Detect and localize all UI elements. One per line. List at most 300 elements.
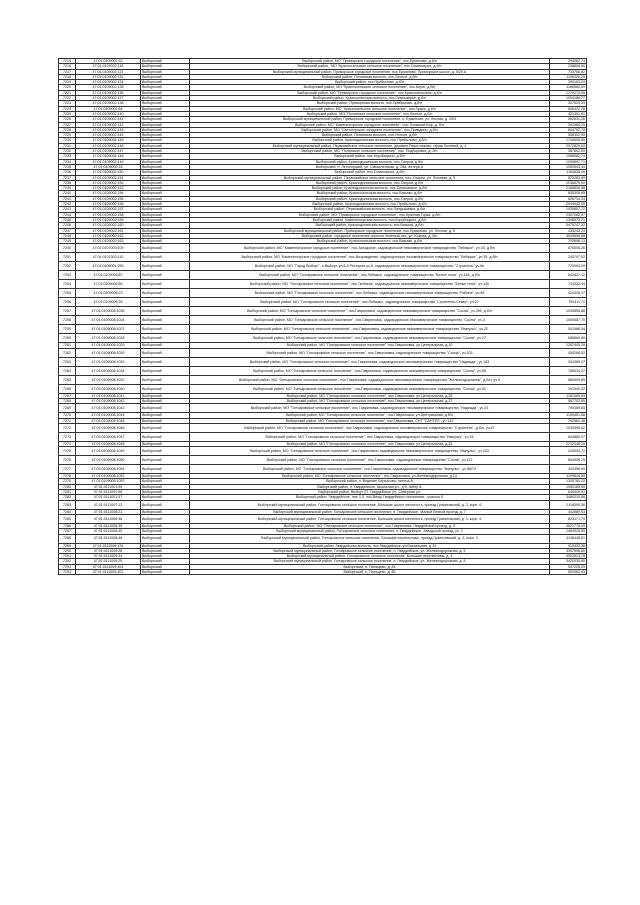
address: Выборгский район , МО "Красносельское сельское поселение", пос.Семиозерье, д.б/н [190, 64, 550, 69]
row-number: 7239 [59, 186, 76, 191]
cadastral-number: 47:01:0109008:1048 [76, 441, 141, 446]
cadastral-number: 47:01:0111009:404 [76, 564, 141, 569]
address: Выборгский район, МО "Гончаровское сельское поселение", пос.Гавриловка, садоводческое товарищество "Сосна", уч.112 [190, 456, 550, 465]
address: Выборгский район, МО "Гончаровское сельское поселение", пос.Гавриловка, садоводческое некоммерческое товарищество "Строитель", д.б/н, уч.67 [190, 423, 550, 432]
cadastral-value: 547225,29 [550, 564, 587, 569]
cadastral-value: 3420035,80 [550, 559, 587, 564]
cadastral-number: 47:01:0109002:140 [76, 111, 141, 116]
address: Выборгский район, Гвардейская волость, пос.Гвардейское, ул.Вокзальная, д.34 [190, 543, 550, 548]
cadastral-number: 47:01:0109002:144 [76, 133, 141, 138]
district: Выборгский [141, 398, 190, 403]
district: Выборгский [141, 207, 190, 212]
address: Выборгский район, пос.Прибылово, д.б/н [190, 80, 550, 85]
address: Выборгский район, МО "Гончаровское сельское поселение", пос.Гавриловка, садоводческое некоммерческое товарищество "Сосна", уч.390, д.б/н [190, 307, 550, 316]
cadastral-value: 2116590,36 [550, 500, 587, 509]
row-number: 7251 [59, 253, 76, 262]
cadastral-value: 910422,36 [550, 543, 587, 548]
address: Выборгский муниципальный район, Гончаровское сельское поселение, п. Гвардейское, Малый Лесной проезд, д. 7 [190, 509, 550, 514]
cadastral-number: 47:01:0109008:1030 [76, 348, 141, 357]
cadastral-value: 435243,23 [550, 228, 587, 233]
address: Выборгский муниципальный район, Первомайское сельское поселение, деревня Решетниково, гараж Полевой, д. 4 [190, 143, 550, 148]
table-row [59, 334, 587, 343]
district: Выборгский [141, 375, 190, 384]
cadastral-number: 47:01:0111009:28 [76, 548, 141, 553]
row-number: 7246 [59, 223, 76, 228]
table-row [59, 271, 587, 280]
cadastral-number: 47:01:0109008:1046 [76, 423, 141, 432]
row-number: 7261 [59, 343, 76, 348]
cadastral-number: 47:01:0109002:53 [76, 59, 141, 64]
cadastral-number: 47:01:0109008:1035 [76, 307, 141, 316]
table-row [59, 366, 587, 375]
cadastral-number: 47:01:0111001:96 [76, 490, 141, 495]
cadastral-value: 3484310,88 [550, 495, 587, 500]
cadastral-value: 541988,54 [550, 325, 587, 334]
address: Выборгский район, Краснодолинская волость, пос.Вязьмы, д.б/н [190, 223, 550, 228]
table-row [59, 432, 587, 441]
cadastral-number: 47:01:0109002:121 [76, 69, 141, 74]
address: Выборгский район, МО "Гончаровское сельское поселение", пос.Гавриловка, ул.Центральная, д.35 [190, 393, 550, 398]
district: Выборгский [141, 154, 190, 159]
cadastral-value: 876508,26 [550, 244, 587, 253]
address: Выборгский муниципальный район, Гончаровское сельское поселение, Большие шоссе местность, проезд Гранитовский, д. 3, корп. 6 [190, 514, 550, 523]
address: Выборгский район, Полянская волость, пос.Лесное, д.б/н [190, 133, 550, 138]
district: Выборгский [141, 59, 190, 64]
row-number: 7231 [59, 143, 76, 148]
district: Выборгский [141, 316, 190, 325]
cadastral-number: 47:01:0111007:12 [76, 500, 141, 509]
cadastral-value: 2168826,88 [550, 186, 587, 191]
address: Выборгский район, Полянская волость, пос.Лесное, д.б/н [190, 74, 550, 79]
cadastral-value: 592631,26 [550, 117, 587, 122]
cadastral-number: 47:01:0109002:141 [76, 117, 141, 122]
cadastral-value: 1199844,55 [550, 474, 587, 479]
district: Выборгский [141, 423, 190, 432]
row-number: 7286 [59, 523, 76, 528]
cadastral-number: 47:01:0111008:40 [76, 529, 141, 534]
cadastral-value: 3307996,80 [550, 548, 587, 553]
cadastral-number: 47:01:0109002:142 [76, 122, 141, 127]
address: Выборгский муниципальный район, Первомайское сельское поселение, пос. Озерки, ул. Полевая, д. 5 [190, 175, 550, 180]
address: Выборгский муниципальный район, Гончаровское сельское поселение, п. Гвардейское, ул. Железнодорожная, д. 8 [190, 559, 550, 564]
row-number: 7279 [59, 479, 76, 484]
cadastral-number: 47:01:0109002:155 [76, 196, 141, 201]
address: Выборгский район, МО "Гончаровское сельское поселение", пос.Гавриловка, садоводческое некоммерческое товарищество "Надежда", уч.183 [190, 357, 550, 366]
row-number: 7272 [59, 423, 76, 432]
cadastral-value: 424345,17 [550, 289, 587, 298]
cadastral-number: 47:01:0109002:160 [76, 223, 141, 228]
cadastral-value: 604752,78 [550, 127, 587, 132]
district: Выборгский [141, 223, 190, 228]
district: Выборгский [141, 80, 190, 85]
cadastral-number: 47:01:0109002:151 [76, 175, 141, 180]
row-number: 7224 [59, 106, 76, 111]
table-row [59, 404, 587, 413]
district: Выборгский [141, 69, 190, 74]
table-row [59, 253, 587, 262]
cadastral-value: 1196320,29 [550, 74, 587, 79]
district: Выборгский [141, 191, 190, 196]
cadastral-number: 47:01:0109002:148 [76, 154, 141, 159]
district: Выборгский [141, 357, 190, 366]
cadastral-number: 47:01:0109008:1047 [76, 432, 141, 441]
cadastral-value: 692562,83 [550, 570, 587, 575]
table-row [59, 280, 587, 289]
table-row [59, 348, 587, 357]
cadastral-value: 415034,72 [550, 447, 587, 456]
cadastral-value: 245797,52 [550, 253, 587, 262]
address: Выборгский район, МО "Гончаровское сельское поселение", пос.Гавриловка, садоводческое товарищество "Импульс", уч.58/74 [190, 465, 550, 474]
address: Выборгский район, Краснодолинская волость, пос.Озерки, д.б/н [190, 180, 550, 185]
address: Выборгский муниципальный район, Гончаровское сельское поселение, Большие перспективы, проезд Гранитовский, д. 2, корп. 3 [190, 534, 550, 543]
district: Выборгский [141, 143, 190, 148]
district: Выборгский [141, 554, 190, 559]
district: Выборгский [141, 164, 190, 169]
row-number: 7267 [59, 393, 76, 398]
row-number: 7258 [59, 316, 76, 325]
cadastral-number: 47:01:0109002:132 [76, 74, 141, 79]
row-number: 7222 [59, 96, 76, 101]
address: Выборгский район, МО "Полянское сельское поселение", пос.Лесное, д.б/н [190, 111, 550, 116]
table-row [59, 500, 587, 509]
cadastral-number: 47:01:0109008:1032 [76, 357, 141, 366]
cadastral-value: 786934,27 [550, 366, 587, 375]
row-number: 7244 [59, 212, 76, 217]
district: Выборгский [141, 196, 190, 201]
cadastral-value: 575283,89 [550, 175, 587, 180]
table-row [59, 456, 587, 465]
row-number: 7256 [59, 298, 76, 307]
district: Выборгский [141, 307, 190, 316]
cadastral-value: 790389,83 [550, 404, 587, 413]
row-number: 7237 [59, 175, 76, 180]
cadastral-number: 47:01:0111001:95 [76, 484, 141, 489]
cadastral-number: 47:01:0108001:259 [76, 262, 141, 271]
district: Выборгский [141, 133, 190, 138]
cadastral-number: 47:01:0109002:145 [76, 138, 141, 143]
table-row [59, 534, 587, 543]
row-number: 7253 [59, 271, 76, 280]
district: Выборгский [141, 465, 190, 474]
row-number: 7219 [59, 80, 76, 85]
cadastral-number: 47:01:0109002:159 [76, 217, 141, 222]
row-number: 7282 [59, 495, 76, 500]
address: Выборгский район, Первомайская волость, пос.Ландышевка, д.б/н [190, 207, 550, 212]
row-number: 7292 [59, 559, 76, 564]
row-number: 7285 [59, 514, 76, 523]
cadastral-value: 720094,09 [550, 262, 587, 271]
cadastral-number: 47:01:0109002:153 [76, 186, 141, 191]
row-number: 7247 [59, 228, 76, 233]
district: Выборгский [141, 202, 190, 207]
cadastral-value: 792898,13 [550, 239, 587, 244]
table-row [59, 289, 587, 298]
address: Выборгский, п. Пальцево, д. 84 [190, 564, 550, 569]
row-number: 7226 [59, 117, 76, 122]
district: Выборгский [141, 366, 190, 375]
cadastral-number: 47:01:0109005:25 [76, 298, 141, 307]
row-number: 7249 [59, 239, 76, 244]
district: Выборгский [141, 298, 190, 307]
table-row [59, 298, 587, 307]
cadastral-value: 442889,53 [550, 509, 587, 514]
cadastral-number: 47:01:0109008:1044 [76, 413, 141, 418]
row-number: 7217 [59, 69, 76, 74]
row-number: 7294 [59, 570, 76, 575]
row-number: 7280 [59, 484, 76, 489]
cadastral-number: 47:01:0109008:1041 [76, 393, 141, 398]
table-row [59, 325, 587, 334]
district: Выборгский [141, 418, 190, 423]
row-number: 7235 [59, 164, 76, 169]
table-row [59, 307, 587, 316]
row-number: 7259 [59, 325, 76, 334]
district: Выборгский [141, 413, 190, 418]
cadastral-number: 47:01:0111009:24 [76, 554, 141, 559]
cadastral-value: 1305780,22 [550, 479, 587, 484]
district: Выборгский [141, 509, 190, 514]
address: Выборгский район, Выборг (П. Гвардейское (п), Северная ул. [190, 490, 550, 495]
cadastral-value: 4502813,78 [550, 554, 587, 559]
address: Выборгский муниципальный район, Приморское городское поселение, пос.Ермилово, ул. Лесная, д. 5 [190, 228, 550, 233]
address: Выборгский район, МО "Гончаровское сельское поселение", пос.Гавриловка, садоводческое некоммерческое товарищество "Импульс", уч.22 [190, 325, 550, 334]
cadastral-value: 1095897,71 [550, 159, 587, 164]
row-number: 7243 [59, 207, 76, 212]
cadastral-number: 47:01:0109008:1037 [76, 375, 141, 384]
cadastral-number: 47:01:0111008:176 [76, 543, 141, 548]
row-number: 7275 [59, 447, 76, 456]
row-number: 7227 [59, 122, 76, 127]
cadastral-number: 47:01:0111009:25 [76, 559, 141, 564]
cadastral-value: 1166560,59 [550, 85, 587, 90]
row-number: 7289 [59, 543, 76, 548]
row-number: 7269 [59, 404, 76, 413]
address: Выборгский район, пос.Семиозерье, д.б/н [190, 170, 550, 175]
address: Выборгский район, пос.Коробицыно, д.б/н [190, 154, 550, 159]
address: Выборгский муниципальный район, Приморское городское поселение, пос.Ермилово, Приморское шоссе, д. 9/29 А [190, 69, 550, 74]
district: Выборгский [141, 484, 190, 489]
cadastral-value: 885509,89 [550, 375, 587, 384]
address: Выборгский район, Краснодолинская волость, пос.Прибылово, д.б/н [190, 202, 550, 207]
cadastral-value: 1050185,59 [550, 484, 587, 489]
district: Выборгский [141, 500, 190, 509]
address: Выборгский, п. Лесогорский, ул. Смышленская, д. 28а, литера А [190, 164, 550, 169]
row-number: 7290 [59, 548, 76, 553]
cadastral-value: 391980,20 [550, 122, 587, 127]
district: Выборгский [141, 244, 190, 253]
cadastral-number: 47:01:0109008:1052 [76, 474, 141, 479]
row-number: 7233 [59, 154, 76, 159]
address: Выборгский район, МО "Гончаровское сельское поселение", пос.Гавриловка, ул.Центральная, д.10 [190, 343, 550, 348]
address: Выборгский район, Красносельская волость, пос.Вязьмы, д.б/н [190, 239, 550, 244]
address: Выборгский район, МО "Приморское городское поселение", пос.Красная Горка, д.б/н [190, 212, 550, 217]
address: Выборгский муниципальный район, Гончаровское сельское поселение, Большие шоссе местность, проезд Гранитовский, д. 3, корп. 6 [190, 500, 550, 509]
address: Выборгский район, МО "Каменногорское городское поселение", пос. Большой Бор, д. б/н [190, 122, 550, 127]
cadastral-value: 750411,72 [550, 298, 587, 307]
row-number: 7262 [59, 348, 76, 357]
property-table-body [59, 59, 587, 575]
cadastral-value: 1039895,88 [550, 307, 587, 316]
cadastral-value: 1036679,00 [550, 180, 587, 185]
district: Выборгский [141, 393, 190, 398]
address: Выборгский, п. Пальцево, д. 85 [190, 570, 550, 575]
address: Выборгский район, МО "Гончаровское сельское поселение", пос.Лебяжье, садоводческое товарищество "Белые ночи", уч.184, д.б/н [190, 271, 550, 280]
cadastral-number: 47:01:0109008:1045 [76, 418, 141, 423]
cadastral-value: 587702,85 [550, 398, 587, 403]
cadastral-number: 47:01:0109008:1024 [76, 316, 141, 325]
cadastral-value: 688869,89 [550, 334, 587, 343]
address: Выборгский район, МО "Гончаровское сельское поселение", пос.Гавриловка, садоводческое некоммерческое товарищество "Сосна", уч.27 [190, 334, 550, 343]
row-number: 7240 [59, 191, 76, 196]
district: Выборгский [141, 490, 190, 495]
address: Выборгский район, МО "Гончаровское сельское поселение", пос.Лебяжье, садоводческое некоммерческое товарищество "Белые ночи", уч.140 [190, 280, 550, 289]
cadastral-value: 2307082,97 [550, 212, 587, 217]
cadastral-number: 47:01:0109005:89 [76, 280, 141, 289]
address: Выборгский район, МО "Гончаровское сельское поселение", пос.Гавриловка, садоводческое некоммерческое товарищество "Сосна", уч.3 [190, 316, 550, 325]
district: Выборгский [141, 289, 190, 298]
row-number: 7287 [59, 529, 76, 534]
address: Выборгский район, МО "Гончаровское сельское поселение", пос.Гавриловка, ул.Центральная, д.33 [190, 441, 550, 446]
district: Выборгский [141, 122, 190, 127]
table-row [59, 514, 587, 523]
row-number: 7260 [59, 334, 76, 343]
district: Выборгский [141, 127, 190, 132]
address: Выборгский район, МО "Гончаровское сельское поселение", пос.Гавриловка, садоводческое товарищество "Сосна", уч.203 [190, 348, 550, 357]
district: Выборгский [141, 447, 190, 456]
district: Выборгский [141, 474, 190, 479]
row-number: 7277 [59, 465, 76, 474]
address: Выборгский район, МО "Гончаровское сельское поселение", пос.Гавриловка, садоводческое некоммерческое товарищество "Надежда", уч.24 [190, 404, 550, 413]
district: Выборгский [141, 96, 190, 101]
row-number: 7288 [59, 534, 76, 543]
district: Выборгский [141, 479, 190, 484]
cadastral-number: 47:01:0109002:154 [76, 191, 141, 196]
cadastral-number: 47:01:0111008:39 [76, 523, 141, 528]
row-number: 7221 [59, 90, 76, 95]
district: Выборгский [141, 456, 190, 465]
cadastral-value: 1068982,74 [550, 154, 587, 159]
address: Выборгский район, Краснодолинская волость, пос.Прибылово, д.б/н [190, 138, 550, 143]
district: Выборгский [141, 149, 190, 154]
cadastral-number: 47:01:0109008:1040 [76, 384, 141, 393]
cadastral-value: 4138445,61 [550, 534, 587, 543]
cadastral-number: 47:01:0109008:1050 [76, 456, 141, 465]
district: Выборгский [141, 271, 190, 280]
address: Выборгский район, Красносельская волость, пос.Вязьмы, д.б/н [190, 191, 550, 196]
address: Выборгский район, Краснодолинская волость, пос.Озерки, д.б/н [190, 196, 550, 201]
row-number: 7281 [59, 490, 76, 495]
cadastral-value: 1004188,77 [550, 96, 587, 101]
cadastral-value: 1716059,55 [550, 138, 587, 143]
cadastral-number: 47:01:0109008:1027 [76, 325, 141, 334]
cadastral-number: 47:01:0109008:1049 [76, 447, 141, 456]
cadastral-value: 733766,82 [550, 69, 587, 74]
cadastral-value: 3821778,09 [550, 523, 587, 528]
address: Выборгский район, МО "Приморское городское поселение", пос.Красносельское, д.б/н [190, 90, 550, 95]
row-number: 7252 [59, 262, 76, 271]
address: Выборгский район, МО "Каменногорское городское поселение", пос.Заходское, садоводческое некоммерческое товарищество "Лебяжье", уч.43, д.б/н [190, 244, 550, 253]
row-number: 7274 [59, 441, 76, 446]
row-number: 7218 [59, 74, 76, 79]
cadastral-number: 47:01:0109005:23 [76, 289, 141, 298]
cadastral-number: 47:01:0109002:156 [76, 202, 141, 207]
row-number: 7265 [59, 375, 76, 384]
table-row [59, 316, 587, 325]
cadastral-number: 47:01:0109008:1029 [76, 343, 141, 348]
cadastral-value: 762581,48 [550, 418, 587, 423]
district: Выборгский [141, 233, 190, 238]
address: Выборгский район, МО "Гончаровское сельское поселение", пос.Гавриловка, садоводческое некоммерческое товарищество "Сосна", уч.51 [190, 384, 550, 393]
address: Выборгский район, МО "Гончаровское сельское поселение", пос.Гавриловка, ул.Центральная, д.б/н [190, 413, 550, 418]
cadastral-number: 47:01:0109008:1028 [76, 334, 141, 343]
cadastral-value: 1050643,44 [550, 164, 587, 169]
address: Выборгский район, п. Ведение Черкасово, литера А [190, 479, 550, 484]
table-row [59, 375, 587, 384]
cadastral-value: 2212348,28 [550, 441, 587, 446]
cadastral-value: 542827,42 [550, 271, 587, 280]
district: Выборгский [141, 253, 190, 262]
cadastral-number: 47:01:0109008:1051 [76, 465, 141, 474]
row-number: 7232 [59, 149, 76, 154]
row-number: 7236 [59, 170, 76, 175]
row-number: 7266 [59, 384, 76, 393]
address: Выборгский район, Приморская волость, пос.Прибылово, д.б/н [190, 101, 550, 106]
cadastral-value: 238808,60 [550, 64, 587, 69]
district: Выборгский [141, 90, 190, 95]
cadastral-value: 1464925,55 [550, 529, 587, 534]
address: Выборгский район, МО "Гончаровское сельское поселение", пос.Гавриловка, садоводческое некоммерческое товарищество "Железнодорожник", д.б/н, уч.5 [190, 375, 550, 384]
cadastral-number: 47:01:0109008:1042 [76, 398, 141, 403]
cadastral-value: 734532,44 [550, 280, 587, 289]
row-number: 7216 [59, 64, 76, 69]
cadastral-number: 47:01:0109002:136 [76, 90, 141, 95]
address: Выборгский район, городское поселение поселок Зеленый лес, ул. Южная, д. б/н [190, 233, 550, 238]
row-number: 7248 [59, 233, 76, 238]
cadastral-value: 390183,20 [550, 80, 587, 85]
cadastral-number: 47:01:0109002:118 [76, 64, 141, 69]
cadastral-value: 455296,02 [550, 348, 587, 357]
district: Выборгский [141, 548, 190, 553]
row-number: 7271 [59, 418, 76, 423]
district: Выборгский [141, 441, 190, 446]
cadastral-number: 47:01:0109002:152 [76, 180, 141, 185]
address: Выборгский район, МО "Гончаровское сельское поселение", пос.Гавриловка, СНТ "САНТЕЛ", уч.142 [190, 418, 550, 423]
address: Выборгский район, МО "Гончаровское сельское поселение", пос.Гавриловка, ул.Центральная, д.27 [190, 398, 550, 403]
row-number: 7283 [59, 500, 76, 509]
cadastral-value: 606422,28 [550, 106, 587, 111]
district: Выборгский [141, 217, 190, 222]
address: Выборгский район, МО "Гончаровское сельское поселение", пос.Лебяжье, садоводческое товарищество "Строитель-Север", уч.10 [190, 298, 550, 307]
cadastral-value: 2072829,00 [550, 143, 587, 148]
row-number: 7225 [59, 111, 76, 116]
address: Выборгский район, МО "Каменногорское городское поселение", пос.Возрождение, садоводческое некоммерческое товарищество "Лебяжье", уч.35, д.б/н [190, 253, 550, 262]
cadastral-value: 1190451,88 [550, 413, 587, 418]
cadastral-number: 47:01:0109008:1053 [76, 479, 141, 484]
district: Выборгский [141, 170, 190, 175]
address: Выборгский район, МО "Красносельское сельское поселение", пос.Берег, д.б/н [190, 85, 550, 90]
district: Выборгский [141, 543, 190, 548]
row-number: 7229 [59, 133, 76, 138]
cadastral-value: 387802,00 [550, 149, 587, 154]
district: Выборгский [141, 106, 190, 111]
cadastral-value: 294082,74 [550, 59, 587, 64]
cadastral-number: 47:01:0109002:150 [76, 170, 141, 175]
address: Выборгский район, МО "Гончаровское сельское поселение", пос.Гавриловка, ул.Железнодорожная, д.14 [190, 474, 550, 479]
district: Выборгский [141, 180, 190, 185]
cadastral-value: 834880,97 [550, 432, 587, 441]
district: Выборгский [141, 334, 190, 343]
address: Выборгский район, Красносельская волость, пос.Семиозерье, д.б/н [190, 96, 550, 101]
